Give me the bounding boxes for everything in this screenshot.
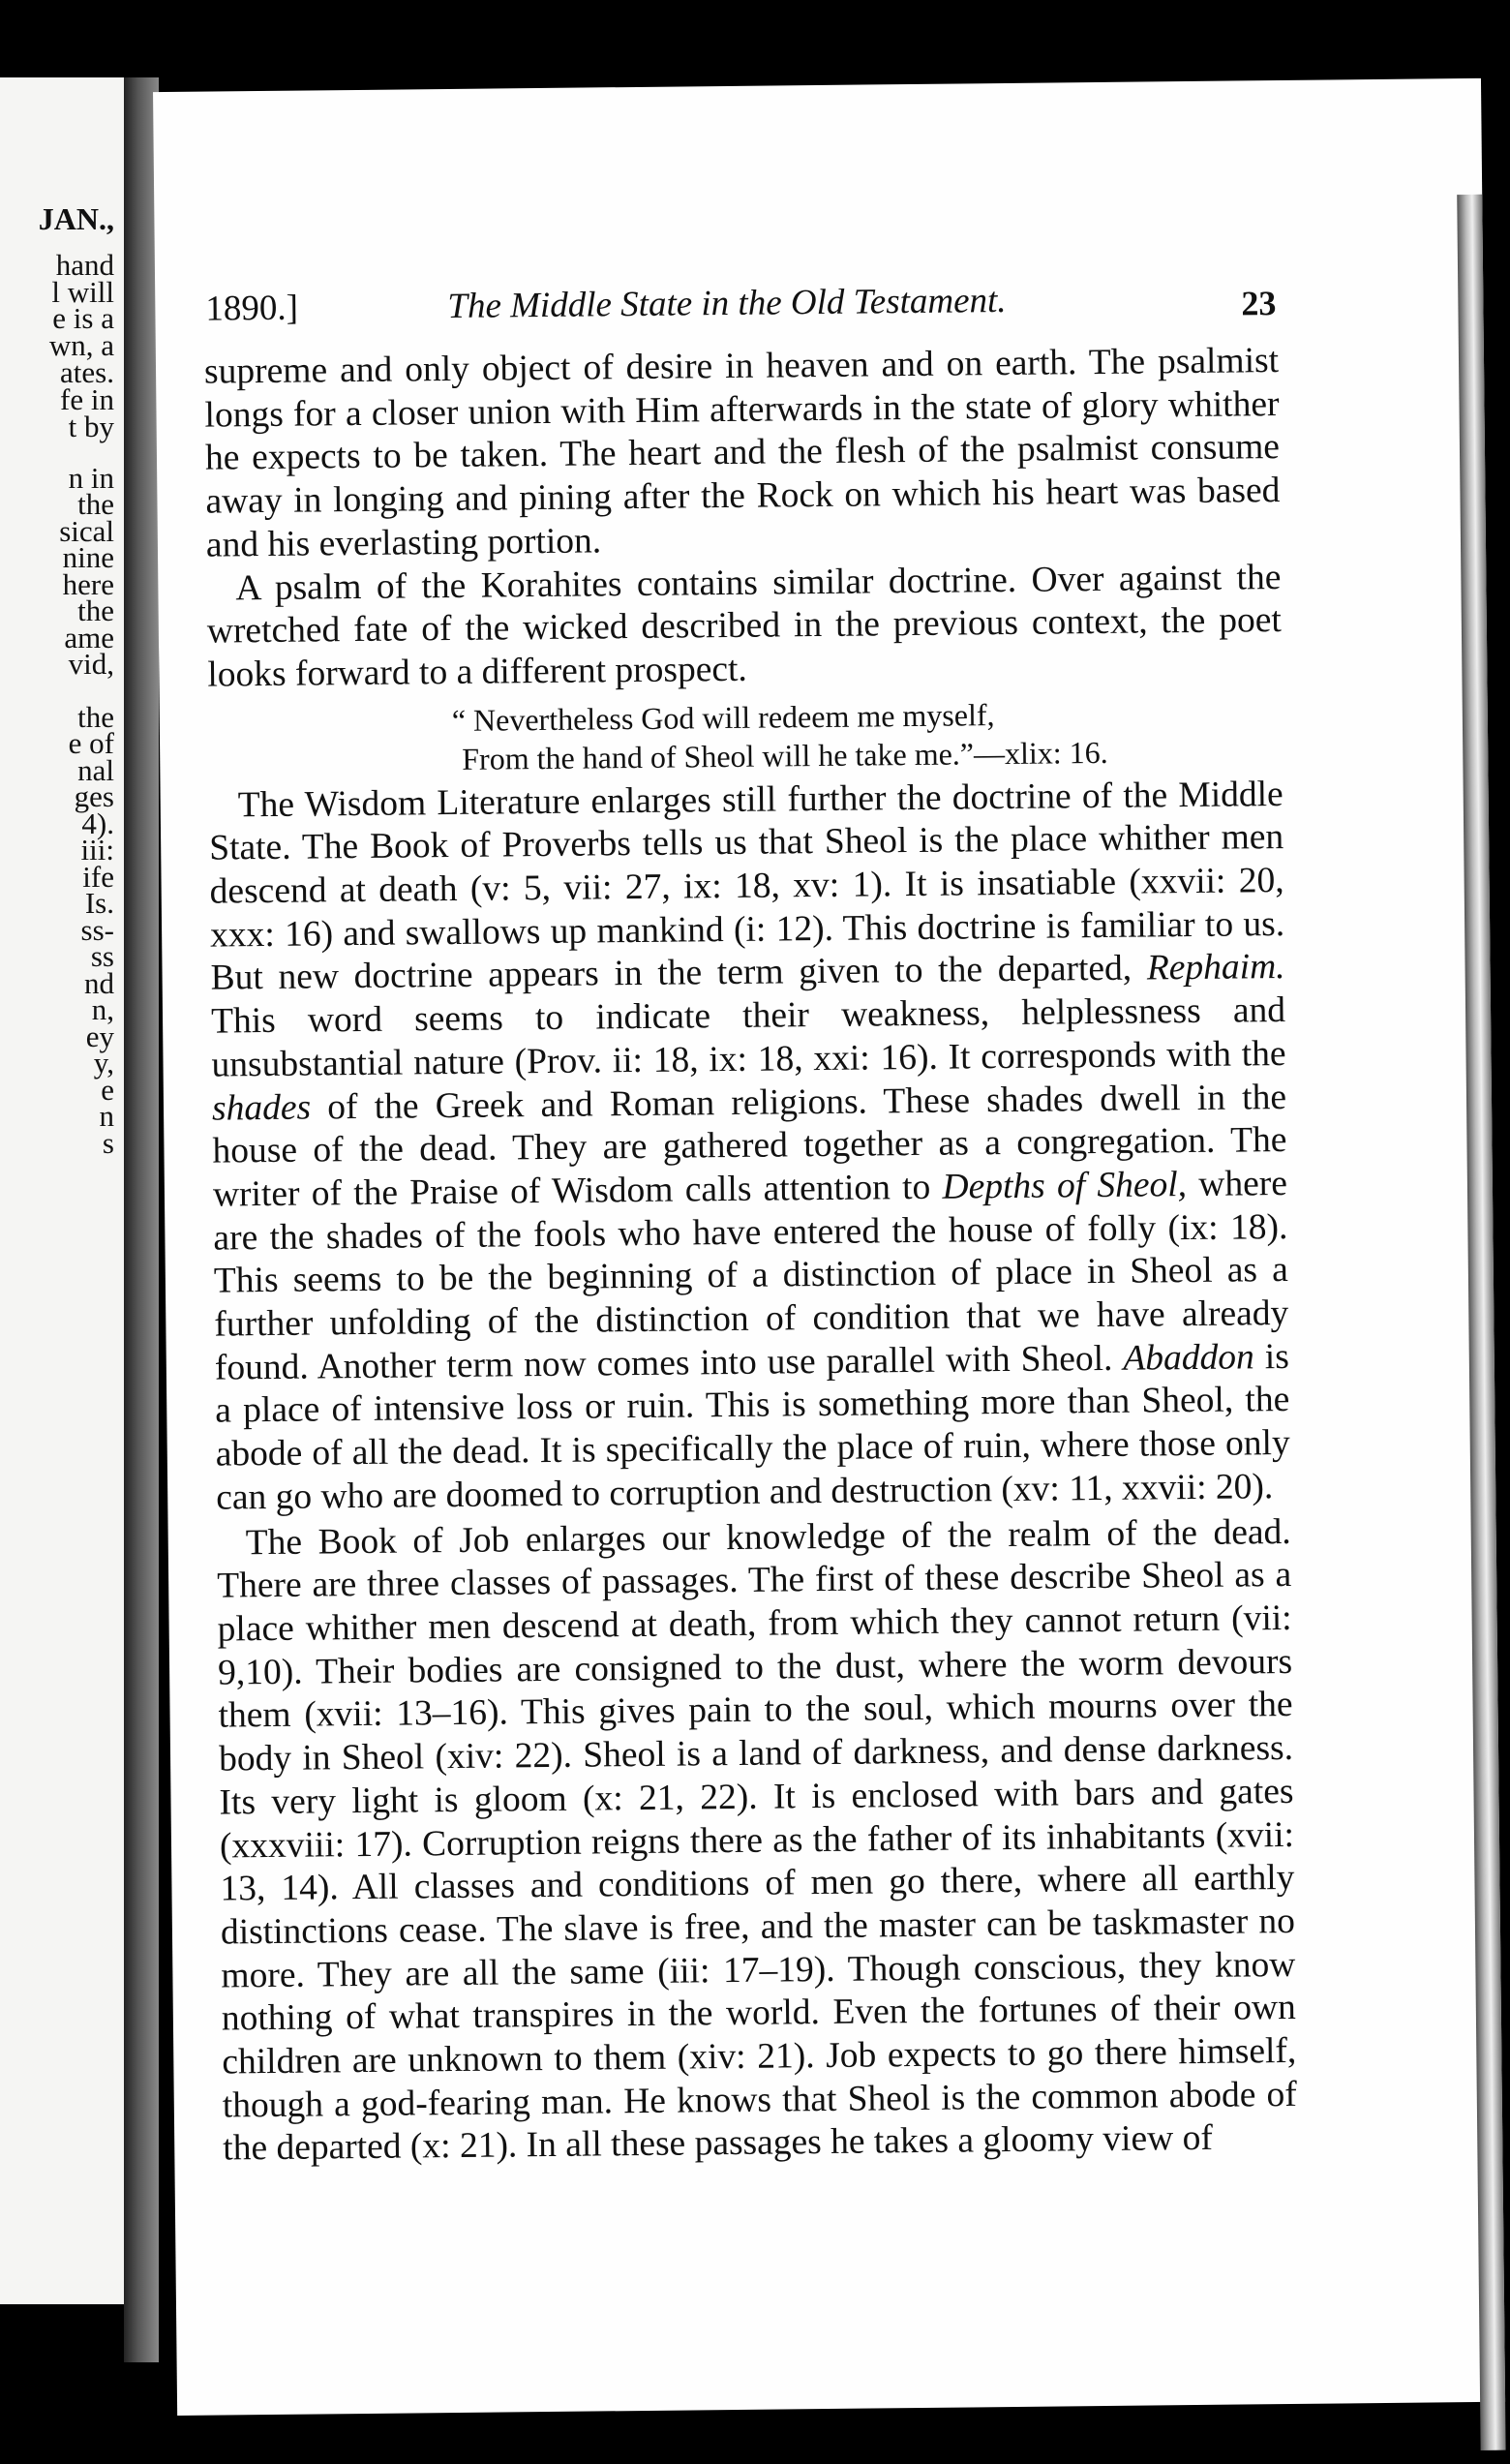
term-abaddon: Abaddon [1123,1337,1255,1379]
left-page-fragment: y, [93,1046,114,1080]
left-page-fragment: n in [68,461,114,495]
left-page-fragment: e is a [52,301,114,335]
term-depths-of-sheol: Depths of Sheol, [942,1165,1188,1207]
left-page-fragment: ss- [80,913,114,947]
left-page-fragment: e [101,1073,114,1107]
running-head [205,280,1277,329]
text-run: of the Greek and Roman religions. These shades dwell in the house of the dead. They are gathered together as a congregation. The writer of the Praise of Wisdom calls attention to [212,1077,1287,1215]
page-edge [1457,195,1505,2450]
paragraph: supreme and only object of desire in heaven and on earth. The psalmist longs for a closer union with Him afterwards in the state of glory whither he expects to be taken. The heart and the flesh of the psalmist consume away in longing and pining after the Rock on which his heart was based and his everlasting portion. [203,341,1281,565]
book-gutter [124,77,159,2362]
paragraph: A psalm of the Korahites contains similar doctrine. Over against the wretched fate of the wicked described in the previous context, the poet looks forward to a different prospect. [206,557,1283,695]
left-page-fragment: sical [59,514,114,548]
text-run: The Wisdom Literature enlarges still further the doctrine of the Middle State. The Book of Proverbs tells us that Sheol is the place whither men descend at death (v: 5, vii: 27, ix: 18, xv: 1). It is insatiable (xxvii: 20, xxx: 16) and swallows up mankind (i: 12). This doctrine is familiar to us. But new doctrine appears in the term given to the departed, [209,774,1285,999]
body-text [204,340,1298,2172]
left-page-fragment: iii: [80,833,114,867]
left-page-fragment: ates. [60,355,114,389]
left-page-fragment: the [77,487,114,521]
page [153,78,1505,2416]
running-head-year: 1890.] [205,288,299,329]
term-rephaim: Rephaim. [1146,947,1285,989]
left-page-fragment: fe in [60,382,114,416]
left-page-fragment: e of [68,726,114,760]
text-run: This word seems to indicate their weakness, helplessness and unsubstantial nature (Prov. ii: 18, ix: 18, xxi: 16). It corresponds with the [210,990,1286,1085]
left-page-fragment: here [62,567,114,601]
text-run: where are the shades of the fools who have entered the house of folly (ix: 18). This seems to be the beginning of a distinction of place in Sheol as a further unfolding of the distinction of condition that we have already found. Another term now comes into use parallel with Sheol. [213,1163,1289,1388]
running-head-title: The Middle State in the Old Testament. [447,280,1007,327]
left-page-fragment: the [77,593,114,627]
left-page-fragment: Is. [84,886,114,920]
paragraph: The Book of Job enlarges our knowledge of the realm of the dead. There are three classes of passages. The first of these describe Sheol as a place whither men descend at death, from which they cannot return (vii: 9,10). Their bodies are consigned to the dust, where the worm devours them (xvii: 13–16). This gives pain to the soul, which mourns over the body in Sheol (xiv: 22). Sheol is a land of darkness, and dense darkness. Its very light is gloom (x: 21, 22). It is enclosed with bars and gates (xxxviii: 17). Corruption reigns there as the father of its inhabitants (xvii: 13, 14). All classes and conditions of men go there, where all earthly distinctions cease. The slave is free, and the master can be taskmaster no more. They are all the same (iii: 17–19). Though conscious, they know nothing of what transpires in the world. Even the fortunes of their own children are unknown to them (xiv: 21). Job expects to go there himself, though a god-fearing man. He knows that Sheol is the common abode of the departed (x: 21). In all these passages he takes a gloomy view of [216,1511,1297,2169]
left-page-fragment: wn, a [48,328,114,362]
left-page-fragment: ss [90,939,114,973]
left-page-fragment: nd [84,966,114,1000]
left-page-fragment: vid, [68,647,114,681]
left-page-fragment: ey [85,1019,114,1053]
term-shades: shades [211,1087,312,1129]
left-page-fragment: t by [68,410,114,443]
text-run: is a place of intensive loss or ruin. This is something more than Sheol, the abode of all the dead. It is specifically the place of ruin, where those only can go who are doomed to corruption and destruction (xv: 11, xxvii: 20). [215,1336,1290,1518]
left-page-fragment: n, [91,992,114,1026]
left-page-fragment: ame [64,621,114,654]
quote-line: From the hand of Sheol will he take me.”—xlix: 16. [462,734,1108,776]
page-number: 23 [1241,284,1277,323]
left-page-fragment: l will [51,275,114,309]
left-page-fragment: ife [82,860,114,894]
left-page-fragment: nal [77,753,114,787]
paragraph [209,774,1291,1521]
left-page-fragment: ges [74,779,114,813]
quote-line: “ Nevertheless God will redeem me myself, [451,696,995,738]
left-page-fragment: s [102,1126,114,1160]
left-page-fragment: n [99,1099,114,1133]
left-page-fragment: 4). [81,806,114,840]
left-facing-page [0,77,126,2304]
left-page-fragment: nine [62,540,114,574]
block-quote [208,692,1284,781]
left-page-header: JAN., [38,201,114,236]
left-page-fragment: hand [55,248,114,282]
left-page-fragment: the [77,700,114,734]
